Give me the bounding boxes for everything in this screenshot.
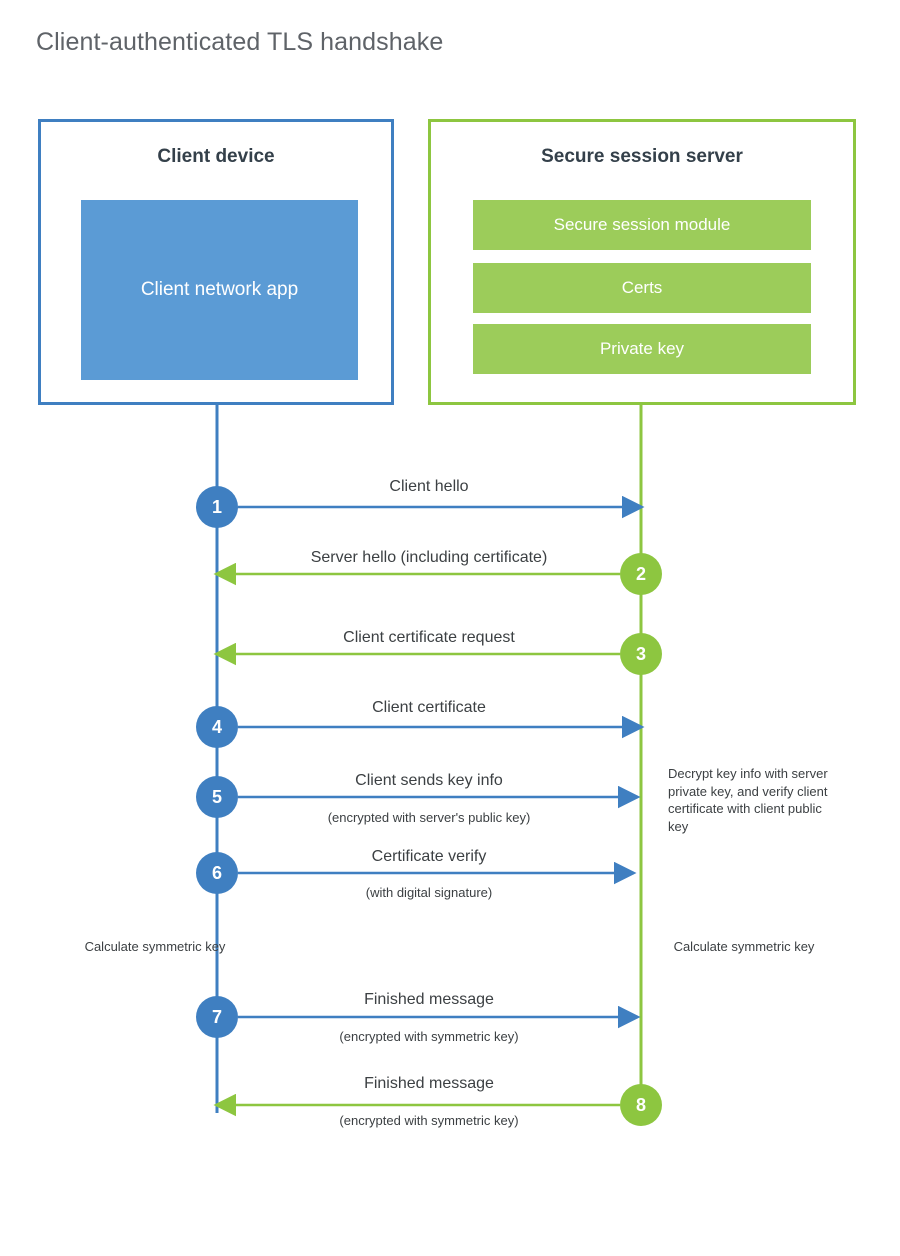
step-circle-4: 4 [196, 706, 238, 748]
step-label-3: Client certificate request [343, 629, 515, 646]
note-server-decrypt: Decrypt key info with server private key, and verify client certificate with client public key [668, 766, 828, 834]
step-sublabel-5: (encrypted with server's public key) [327, 810, 531, 825]
step-circle-5: 5 [196, 776, 238, 818]
step-circle-6: 6 [196, 852, 238, 894]
secure-session-server-box [428, 119, 856, 405]
step-circle-8: 8 [620, 1084, 662, 1126]
step-label-1: Client hello [389, 478, 469, 495]
step-circle-1: 1 [196, 486, 238, 528]
server-module-private-key: Private key [473, 324, 811, 374]
step-label-7: Finished message [364, 991, 494, 1008]
step-sublabel-7: (encrypted with symmetric key) [339, 1029, 519, 1044]
client-device-title: Client device [157, 146, 275, 167]
step-label-4: Client certificate [372, 699, 486, 716]
server-module-certs: Certs [473, 263, 811, 313]
step-label-2: Server hello (including certificate) [310, 549, 548, 566]
note-client-calculate-symmetric-key: Calculate symmetric key [84, 939, 226, 954]
step-sublabel-6: (with digital signature) [365, 885, 493, 900]
step-circle-3: 3 [620, 633, 662, 675]
step-circle-2: 2 [620, 553, 662, 595]
note-server-calculate-symmetric-key: Calculate symmetric key [673, 939, 815, 954]
page-title: Client-authenticated TLS handshake [36, 28, 444, 56]
client-network-app-box: Client network app [81, 200, 358, 380]
step-label-6: Certificate verify [371, 848, 487, 865]
client-device-box [38, 119, 394, 405]
server-module-secure-session-module: Secure session module [473, 200, 811, 250]
secure-session-server-title: Secure session server [541, 146, 743, 167]
step-label-5: Client sends key info [355, 772, 503, 789]
step-sublabel-8: (encrypted with symmetric key) [339, 1113, 519, 1128]
step-circle-7: 7 [196, 996, 238, 1038]
step-label-8: Finished message [364, 1075, 494, 1092]
